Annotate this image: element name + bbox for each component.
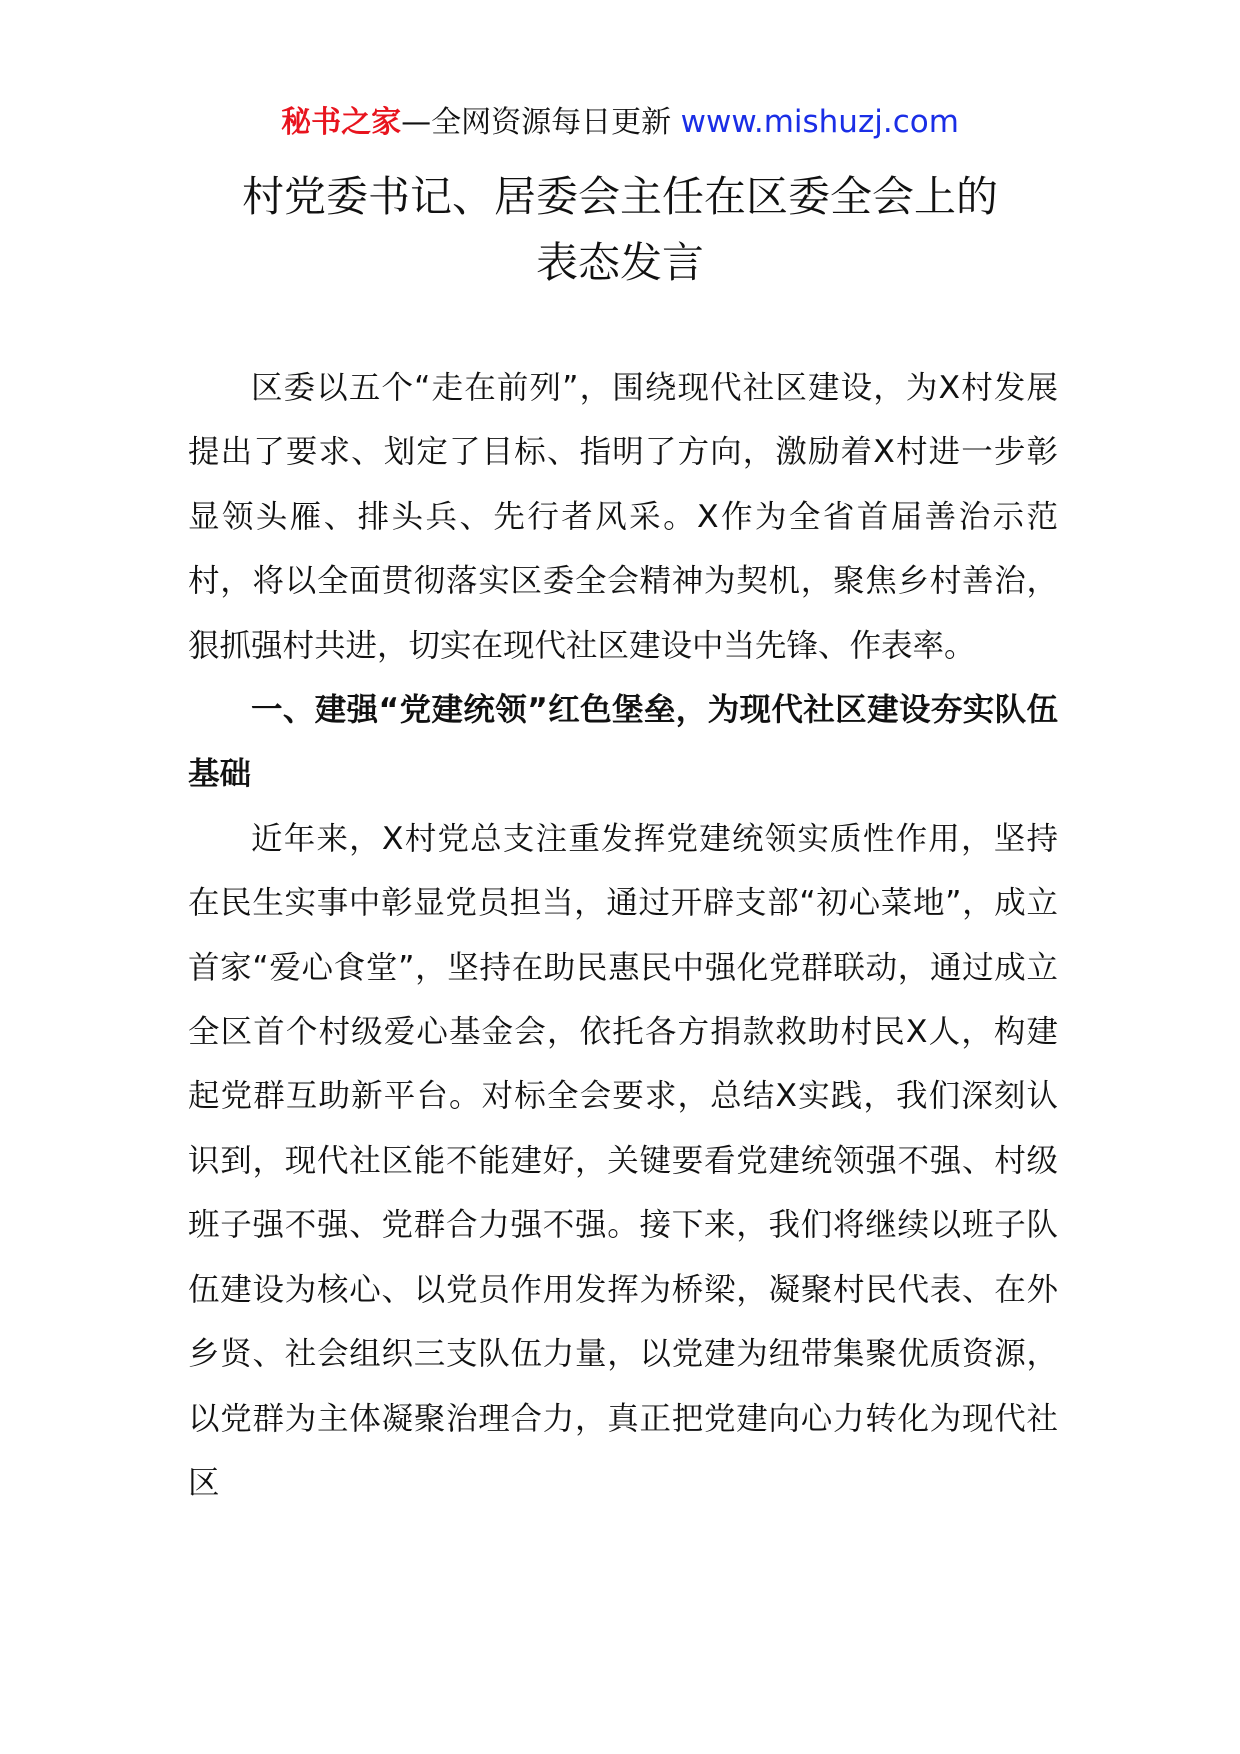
site-slogan: —全网资源每日更新 <box>401 105 672 140</box>
section-paragraph-1: 近年来，X村党总支注重发挥党建统领实质性作用，坚持在民生实事中彰显党员担当，通过开辟支部“初心菜地”，成立首家“爱心食堂”，坚持在助民惠民中强化党群联动，通过成立全区首个村级爱心基金会，依托各方捐款救助村民X人，构建起党群互助新平台。对标全会要求，总结X实践，我们深刻认识到，现代社区能不能建好，关键要看党建统领强不强、村级班子强不强、党群合力强不强。接下来，我们将继续以班子队伍建设为核心、以党员作用发挥为桥梁，凝聚村民代表、在外乡贤、社会组织三支队伍力量，以党建为纽带集聚优质资源，以党群为主体凝聚治理合力，真正把党建向心力转化为现代社区 <box>188 820 1058 1501</box>
section-heading-1: 一、建强“党建统领”红色堡垒，为现代社区建设夯实队伍基础 <box>188 692 1058 793</box>
site-header <box>0 100 1240 145</box>
intro-paragraph: 区委以五个“走在前列”，围绕现代社区建设，为X村发展提出了要求、划定了目标、指明了方向，激励着X村进一步彰显领头雁、排头兵、先行者风采。X作为全省首届善治示范村，将以全面贯彻落实区委全会精神为契机，聚焦乡村善治，狠抓强村共进，切实在现代社区建设中当先锋、作表率。 <box>188 370 1058 664</box>
document-title <box>0 164 1240 296</box>
title-line-2: 表态发言 <box>535 238 704 287</box>
title-line-1: 村党委书记、居委会主任在区委全会上的 <box>241 172 998 221</box>
document-body <box>188 356 1058 1515</box>
site-url-link[interactable]: www.mishuzj.com <box>680 104 959 140</box>
site-name: 秘书之家 <box>281 105 402 140</box>
